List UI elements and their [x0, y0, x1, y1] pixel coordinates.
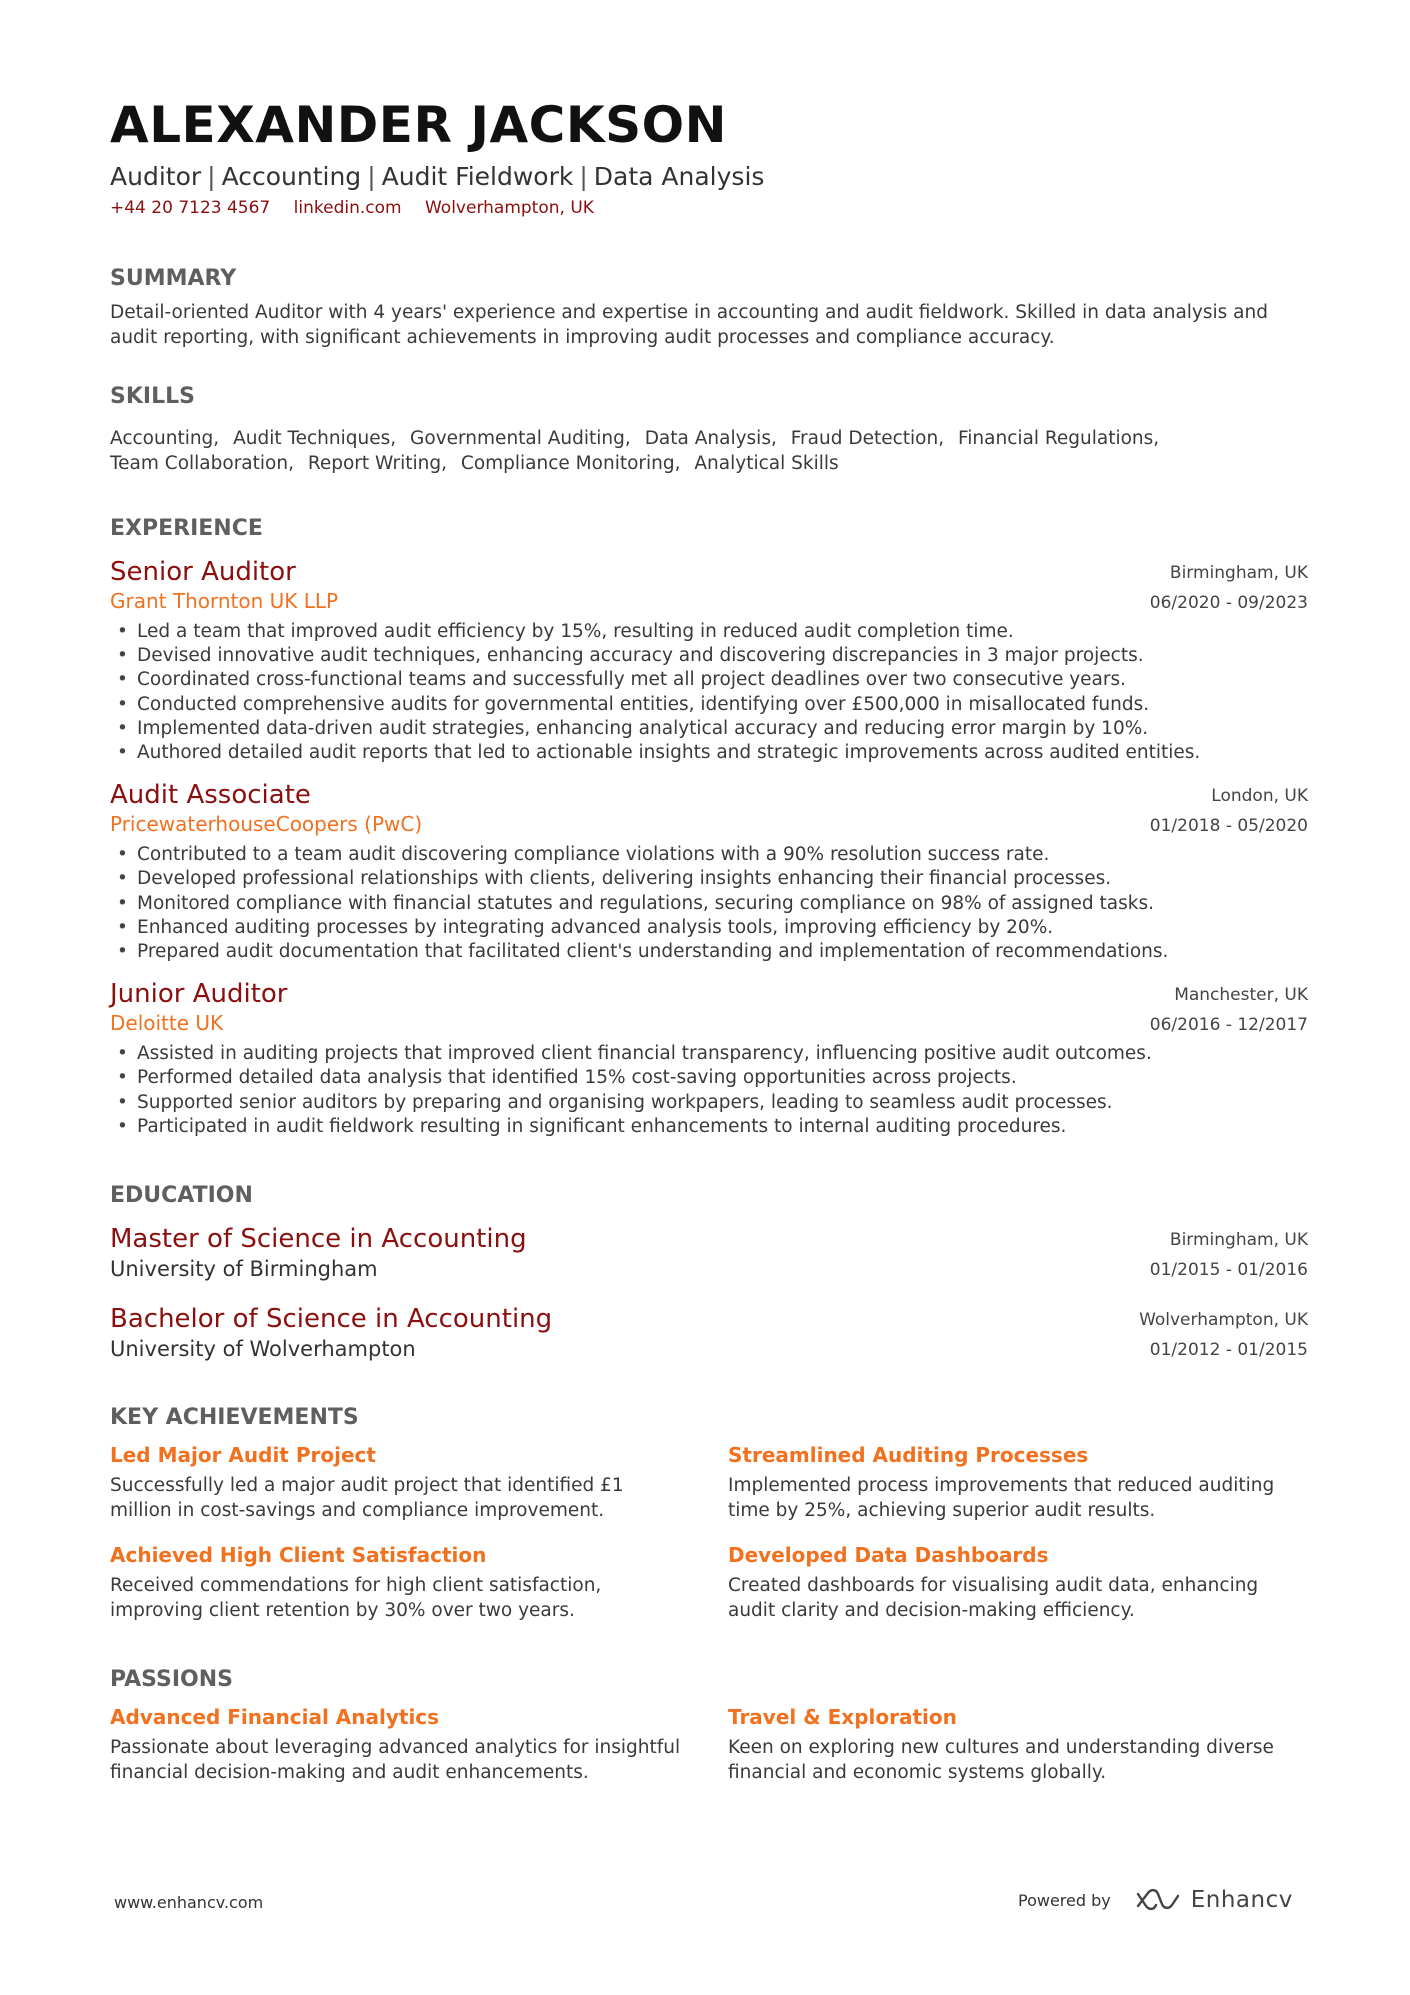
- passions-section: [110, 1665, 1308, 1803]
- education-dates: 01/2015 - 01/2016: [1149, 1260, 1308, 1281]
- headline-item: Accounting: [221, 162, 362, 191]
- headline-item: Data Analysis: [593, 162, 765, 191]
- achievement-title: Achieved High Client Satisfaction: [110, 1543, 487, 1568]
- degree-title: Master of Science in Accounting: [110, 1224, 527, 1255]
- education-meta: [1150, 1225, 1308, 1285]
- contact-linkedin-link[interactable]: linkedin.com: [293, 198, 402, 218]
- achievement-item: [110, 1541, 728, 1623]
- job-dates: 06/2016 - 12/2017: [1149, 1015, 1308, 1036]
- bullet-item: • Participated in audit fieldwork resulting in significant enhancements to internal auditing procedures.: [137, 1115, 1308, 1139]
- skill-item: Data Analysis,: [644, 428, 777, 449]
- job-bullets: [110, 620, 1308, 765]
- candidate-name: ALEXANDER JACKSON: [110, 96, 727, 154]
- achievement-item: [728, 1541, 1308, 1623]
- skills-list: [110, 426, 1200, 476]
- footer-branding: [1018, 1880, 1293, 1920]
- experience-entry: [110, 978, 1308, 1139]
- headline-separator: |: [207, 162, 216, 191]
- skill-item: Audit Techniques,: [233, 428, 397, 449]
- achievements-grid: [110, 1441, 1308, 1641]
- skill-item: Compliance Monitoring,: [460, 453, 681, 474]
- achievement-item: [728, 1441, 1308, 1523]
- headline-separator: |: [579, 162, 588, 191]
- passion-text: Passionate about leveraging advanced analytics for insightful financial decision-making and audit enhancements.: [110, 1737, 681, 1784]
- job-title: Junior Auditor: [110, 979, 288, 1010]
- section-heading: SUMMARY: [110, 266, 237, 291]
- job-meta: [1150, 558, 1308, 618]
- bullet-item: • Conducted comprehensive audits for governmental entities, identifying over £500,000 in misallocated funds.: [137, 693, 1308, 717]
- skill-item: Financial Regulations,: [957, 428, 1160, 449]
- footer-website-link[interactable]: www.enhancv.com: [114, 1893, 264, 1912]
- bullet-item: • Implemented data-driven audit strategies, enhancing analytical accuracy and reducing error margin by 10%.: [137, 717, 1308, 741]
- education-section: [110, 1181, 1308, 1363]
- job-dates: 01/2018 - 05/2020: [1149, 816, 1308, 837]
- headline-item: Auditor: [110, 162, 202, 191]
- bullet-item: • Led a team that improved audit efficiency by 15%, resulting in reduced audit completion time.: [137, 620, 1308, 644]
- job-meta: [1150, 781, 1308, 841]
- bullet-item: • Developed professional relationships with clients, delivering insights enhancing their financial processes.: [137, 867, 1308, 891]
- bullet-item: • Monitored compliance with financial statutes and regulations, securing compliance on 98% of assigned tasks.: [137, 892, 1308, 916]
- education-location: Birmingham, UK: [1169, 1230, 1308, 1251]
- job-location: Manchester, UK: [1174, 985, 1308, 1006]
- bullet-item: • Coordinated cross-functional teams and successfully met all project deadlines over two consecutive years.: [137, 668, 1308, 692]
- powered-by-label: Powered by: [1018, 1890, 1111, 1910]
- achievement-title: Developed Data Dashboards: [728, 1543, 1049, 1568]
- job-meta: [1150, 980, 1308, 1040]
- headline-item: Audit Fieldwork: [381, 162, 574, 191]
- achievement-text: Created dashboards for visualising audit data, enhancing audit clarity and decision-making efficiency.: [728, 1575, 1259, 1622]
- contact-phone[interactable]: +44 20 7123 4567: [110, 198, 271, 218]
- passion-text: Keen on exploring new cultures and understanding diverse financial and economic systems globally.: [728, 1737, 1274, 1784]
- section-heading: EDUCATION: [110, 1183, 253, 1209]
- achievement-text: Successfully led a major audit project that identified £1 million in cost-savings and compliance improvement.: [110, 1475, 624, 1522]
- achievement-title: Streamlined Auditing Processes: [728, 1443, 1089, 1468]
- passions-grid: [110, 1703, 1308, 1803]
- job-title: Senior Auditor: [110, 557, 296, 587]
- bullet-item: • Performed detailed data analysis that identified 15% cost-saving opportunities across projects.: [137, 1066, 1308, 1090]
- school-name: University of Birmingham: [110, 1257, 378, 1282]
- achievement-text: Implemented process improvements that reduced auditing time by 25%, achieving superior audit results.: [728, 1475, 1275, 1522]
- achievement-title: Led Major Audit Project: [110, 1443, 376, 1468]
- passion-title: Advanced Financial Analytics: [110, 1705, 440, 1730]
- school-name: University of Wolverhampton: [110, 1337, 416, 1362]
- section-heading: PASSIONS: [110, 1667, 233, 1693]
- education-location: Wolverhampton, UK: [1139, 1310, 1308, 1331]
- experience-entry: [110, 556, 1308, 765]
- section-heading: SKILLS: [110, 384, 195, 409]
- job-bullets: [110, 843, 1308, 964]
- headline-separator: |: [367, 162, 376, 191]
- section-heading: EXPERIENCE: [110, 516, 263, 541]
- skill-item: Fraud Detection,: [790, 428, 945, 449]
- brand-name: Enhancv: [1190, 1887, 1293, 1913]
- job-bullets: [110, 1042, 1308, 1139]
- skill-item: Report Writing,: [307, 453, 448, 474]
- headline: [110, 160, 1308, 194]
- bullet-item: • Prepared audit documentation that facilitated client's understanding and implementation of recommendations.: [137, 940, 1308, 964]
- education-entry: [110, 1223, 1308, 1283]
- skill-item: Team Collaboration,: [110, 453, 294, 474]
- enhancv-logo-icon: [1135, 1886, 1181, 1914]
- experience-section: [110, 514, 1308, 1139]
- skill-item: Governmental Auditing,: [410, 428, 631, 449]
- skill-item: Analytical Skills: [694, 453, 839, 474]
- resume-page: [110, 92, 1308, 1803]
- summary-text: Detail-oriented Auditor with 4 years' experience and expertise in accounting and audit fieldwork. Skilled in data analysis and audit reporting, with significant achievements in improving audit processes and compliance accuracy.: [110, 302, 1268, 348]
- education-entry: [110, 1303, 1308, 1363]
- experience-entry: [110, 779, 1308, 964]
- company-name: Deloitte UK: [110, 1011, 224, 1036]
- company-name: PricewaterhouseCoopers (PwC): [110, 812, 423, 837]
- skill-item: Accounting,: [110, 428, 220, 449]
- bullet-item: • Assisted in auditing projects that improved client financial transparency, influencing positive audit outcomes.: [137, 1042, 1308, 1066]
- company-name: Grant Thornton UK LLP: [110, 589, 339, 613]
- job-location: London, UK: [1211, 786, 1308, 807]
- bullet-item: • Devised innovative audit techniques, enhancing accuracy and discovering discrepancies in 3 major projects.: [137, 644, 1308, 668]
- bullet-item: • Supported senior auditors by preparing and organising workpapers, leading to seamless audit processes.: [137, 1091, 1308, 1115]
- job-title: Audit Associate: [110, 780, 311, 811]
- passion-item: [110, 1703, 728, 1785]
- summary-section: [110, 264, 1308, 350]
- achievement-item: [110, 1441, 728, 1523]
- degree-title: Bachelor of Science in Accounting: [110, 1304, 553, 1335]
- resume-header: [110, 92, 1308, 220]
- job-dates: 06/2020 - 09/2023: [1149, 593, 1308, 613]
- bullet-item: • Enhanced auditing processes by integrating advanced analysis tools, improving efficiency by 20%.: [137, 916, 1308, 940]
- contact-info: [110, 196, 1308, 220]
- job-location: Birmingham, UK: [1169, 563, 1308, 583]
- skills-section: [110, 382, 1308, 476]
- achievement-text: Received commendations for high client satisfaction, improving client retention by 30% over two years.: [110, 1575, 602, 1622]
- education-meta: [1139, 1305, 1308, 1365]
- passion-title: Travel & Exploration: [728, 1705, 957, 1730]
- bullet-item: • Contributed to a team audit discovering compliance violations with a 90% resolution success rate.: [137, 843, 1308, 867]
- passion-item: [728, 1703, 1308, 1785]
- contact-location: Wolverhampton, UK: [424, 198, 594, 218]
- education-dates: 01/2012 - 01/2015: [1149, 1340, 1308, 1361]
- section-heading: KEY ACHIEVEMENTS: [110, 1405, 359, 1431]
- achievements-section: [110, 1403, 1308, 1641]
- bullet-item: • Authored detailed audit reports that led to actionable insights and strategic improvements across audited entities.: [137, 741, 1308, 765]
